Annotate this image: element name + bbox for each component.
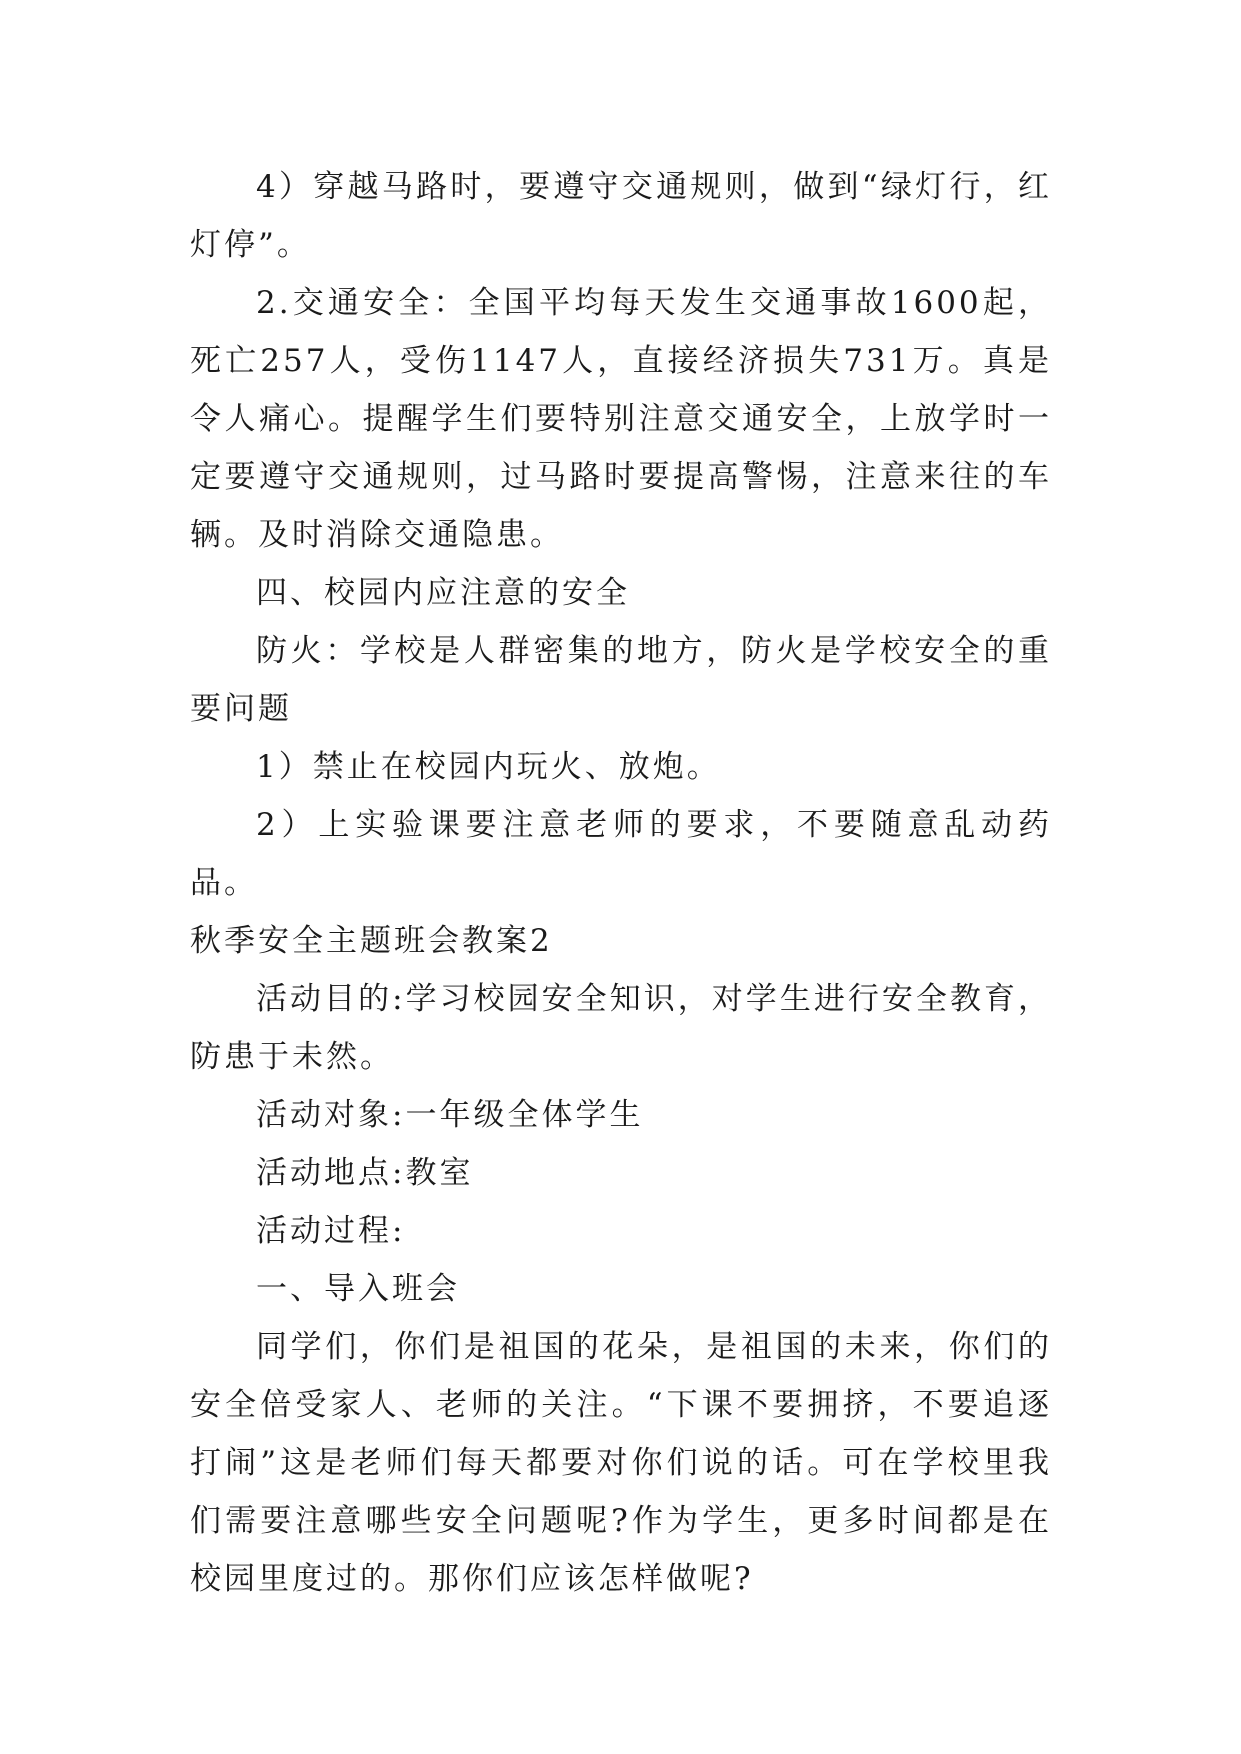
lesson-plan-title: 秋季安全主题班会教案2 bbox=[190, 923, 553, 959]
activity-target: 活动对象:一年级全体学生 bbox=[256, 1097, 644, 1133]
section-heading-campus-safety: 四、校园内应注意的安全 bbox=[256, 575, 630, 611]
document-page bbox=[190, 158, 1052, 1608]
activity-purpose: 活动目的:学习校园安全知识，对学生进行安全教育，防患于未然。 bbox=[190, 981, 1052, 1075]
activity-location: 活动地点:教室 bbox=[256, 1155, 474, 1191]
paragraph-crossing-road-rule: 4）穿越马路时，要遵守交通规则，做到“绿灯行，红灯停”。 bbox=[190, 169, 1052, 263]
section-heading-intro: 一、导入班会 bbox=[256, 1271, 460, 1307]
paragraph-fire-prevention: 防火：学校是人群密集的地方，防火是学校安全的重要问题 bbox=[190, 633, 1052, 727]
list-item-lab-class: 2）上实验课要注意老师的要求，不要随意乱动药品。 bbox=[190, 807, 1052, 901]
paragraph-traffic-safety: 2.交通安全：全国平均每天发生交通事故1600起，死亡257人，受伤1147人，直接经济损失731万。真是令人痛心。提醒学生们要特别注意交通安全，上放学时一定要遵守交通规则，过马路时要提高警惕，注意来往的车辆。及时消除交通隐患。 bbox=[190, 285, 1052, 553]
paragraph-intro-speech: 同学们，你们是祖国的花朵，是祖国的未来，你们的安全倍受家人、老师的关注。“下课不要拥挤，不要追逐打闹”这是老师们每天都要对你们说的话。可在学校里我们需要注意哪些安全问题呢?作为学生，更多时间都是在校园里度过的。那你们应该怎样做呢? bbox=[190, 1329, 1052, 1597]
list-item-no-fire-play: 1）禁止在校园内玩火、放炮。 bbox=[256, 749, 721, 785]
activity-process-label: 活动过程: bbox=[256, 1213, 406, 1249]
